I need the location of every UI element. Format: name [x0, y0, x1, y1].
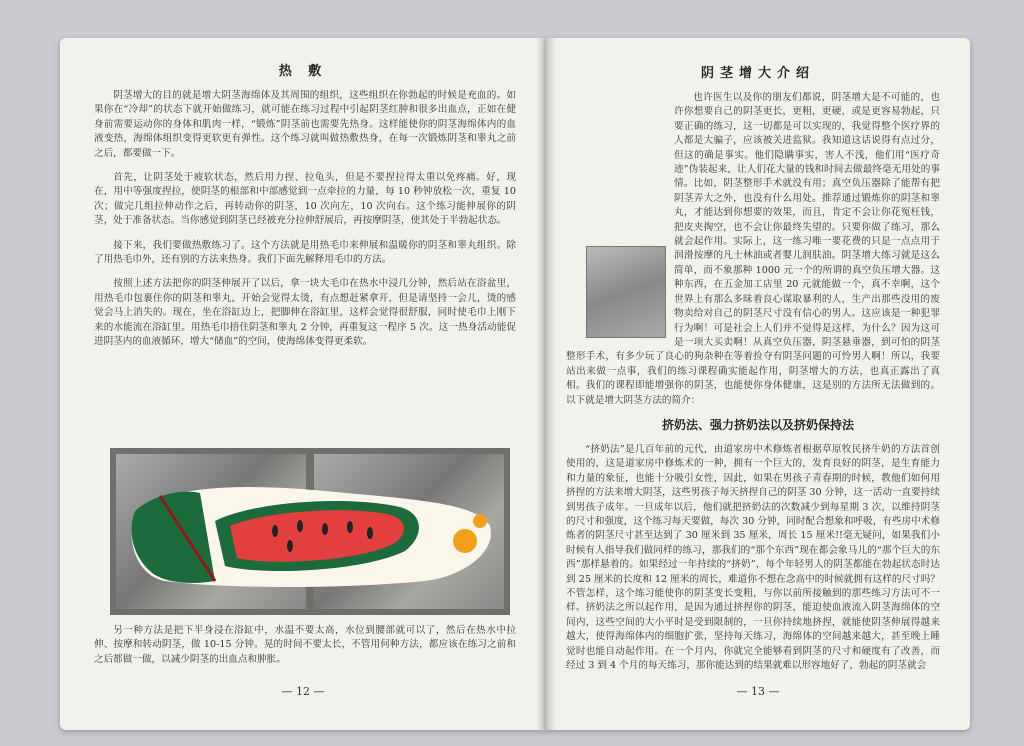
page-number: — 13 —	[736, 685, 780, 698]
paragraph: 也许医生以及你的朋友们都说，阴茎增大是不可能的，也许你想要自己的阴茎更长，更粗，更硬，或是更容易勃起，只要正确的练习，这一切都是可以实现的，我觉得整个医疗界的人都是大骗子，应该被关进监狱。我知道这话说得有点过分，但这的确是事实。他们隐瞒事实，害人不浅，他们用“医疗奇迹”伪装起来，让人们花大量的钱和时间去做最终毫无用处的事情。比如，阴茎整形手术就没有用；真空负压器除了能帮有把阴茎弄大之外，也没有什么用处。推荐通过锻炼你的阴茎和睾丸，才能达到你想要的效果，而且，肯定不会让你花冤枉钱，把皮夹掏空，也不会让你最终失望的。只要你做了练习，那么就会起作用。实际上，这一练习唯一要花费的只是一点点用于润滑按摩的凡士林油或者婴儿润肤油。阴茎增大练习就是这么简单，而不象那种 1000 元一个的所谓的真空负压增大器。这种东西，在五金加工店里 20 元就能做一个，真不幸啊，这个世界上有那么多昧着良心谋取暴利的人，生产出那些没用的废物卖给对自己的阴茎尺寸没有信心的男人。这应该是一种犯罪行为啊！可是社会上人们并不觉得是这样，为什么？因为这可是一项大买卖啊！从真空负压器，阴茎悬垂器，到可怕的阴茎整形手术，有多少玩了良心的狗杂种在等着捡夺有阴茎问题的可怜男人啊！所以，我要站出来做一点事，我们的练习课程确实能起作用，阴茎增大的方法，也真正露出了真相。我们的课程即能增强你的阴茎，也能使你身体健康，这是别的方法所无法做到的。以下就是增大阴茎方法的简介：	[566, 92, 940, 406]
paragraph: 首先，让阴茎处于疲软状态，然后用力捏、拉龟头，但是不要捏拉得太重以免疼痛。好，现在，用中等强度捏拉，使阴茎的根部和中部感觉到一点牵拉的力量，每 10 秒钟放松一次，重复 10 次；做完几组拉伸动作之后，再转动你的阴茎，10 次向左，10 次向右。这个练习能伸展你的阴茎，处于准备状态。当你感觉到阴茎已经被充分拉伸舒展后，再按摩阴茎，使其处于半勃起状态。	[94, 172, 516, 227]
page-title: 热 敷	[278, 64, 328, 79]
left-page	[60, 38, 546, 730]
book-gutter	[536, 38, 556, 730]
section-heading: 挤奶法、强力挤奶法以及挤奶保持法	[661, 417, 854, 432]
inset-photo	[586, 246, 666, 338]
paragraph: 另一种方法是把下半身浸在浴缸中，水温不要太高，水位到腰部就可以了，然后在热水中拉伸、按摩和转动阴茎，做 10-15 分钟。晃的时间不要太长，不管用何种方法，都应该在练习之前和之后都做一做，以减少阴茎的出血点和肿胀。	[94, 625, 516, 665]
open-booklet	[40, 38, 970, 730]
paragraph: 接下来，我们要做热敷练习了。这个方法就是用热毛巾来伸展和温暖你的阴茎和睾丸组织。除了用热毛巾外，还有别的方法来热身。我们下面先解释用毛巾的方法。	[94, 239, 516, 266]
photo-strip	[110, 448, 510, 615]
page-title: 阴茎增大介绍	[700, 66, 815, 81]
watermelon-sticker	[125, 481, 495, 591]
paragraph: 按照上述方法把你的阴茎伸展开了以后，拿一块大毛巾在热水中浸几分钟，然后站在浴盆里，用热毛巾包裹住你的阴茎和睾丸，开始会觉得太烫，有点想赶紧拿开，但是请坚持一会儿，烫的感觉会马上消失的。现在，坐在浴缸边上，把脚伸在浴缸里，这样会觉得很舒服，同时使毛巾上刚下来的水能流在浴缸里。用热毛巾捂住阴茎和睾丸 2 分钟，再重复这一程序 5 次。这一热身活动能促进阴茎内的血液循环，增大“储血”的空间，使海绵体变得更柔软。	[94, 278, 516, 348]
right-page	[546, 38, 970, 730]
paragraph: “挤奶法”是几百年前的元代，由道家房中术修炼者根据草原牧民挤牛奶的方法首创使用的，这是道家房中修炼术的一种，拥有一个巨大的，发育良好的阴茎，是生育能力和力量的象征，也能十分吸引女性，因此，如果在男孩子青春期的时候，教他们如何用挤捏的方法来增大阴茎，这些男孩子每天挤捏自己的阴茎 30 分钟，这一活动一直要持续到男孩子成年。一旦成年以后，他们就把挤奶法的次数减少到每星期 3 次，以维持阴茎的尺寸和强度，这个练习每天要做，每次 30 分钟，同时配合想象和呼吸，有些房中术修炼者的阴茎尺寸甚至达到了 30 厘米到 35 厘米，周长 15 厘米!!毫无疑问，如果我们小时候有人指导我们做同样的练习，那我们的“那个东西”现在都会象马儿的“那个巨大的东西”那样悬着的。如果经过一年持续的“挤奶”，每个年轻男人的阴茎都能在勃起状态时达到 25 厘米的长度和 12 厘米的周长，难道你不想在念高中的时候就拥有这样的尺寸吗？不管怎样，这个练习能使你的阴茎变长变粗，与你以前所接触到的那些练习方法可不一样。挤奶法之所以起作用，是因为通过挤捏你的阴茎，能迫使血液流入阴茎海绵体的空间内，这些空间的大小平时是受到限制的，一旦你持续地挤捏，就能使阴茎伸展得越来越大，使得海绵体内的细胞扩张，坚持每天练习，海绵体的空间越来越大，甚至晚上睡觉时也能自动起作用。在一个月内，你就完全能够看到阴茎的尺寸和硬度有了改善，而经过 3 到 4 个月的每天练习，那你能达到的结果就难以形容地好了，勃起的阴茎就会	[566, 443, 940, 672]
paragraph: 阴茎增大的目的就是增大阴茎海绵体及其周围的组织，这些组织在你勃起的时候是充血的。如果你在“冷却”的状态下就开始做练习，就可能在练习过程中引起阴茎红肿和很多出血点，正如在健身前需要运动你的身体和肌肉一样，“锻炼”阴茎前也需要先热身。这样能使你的阴茎海绵体内的血液变热，海绵体组织变得更软更有弹性。这个练习就叫做热敷热身，在每一次锻炼阴茎和睾丸之前之后，都要做一下。	[94, 90, 516, 159]
page-number: — 12 —	[281, 685, 325, 698]
